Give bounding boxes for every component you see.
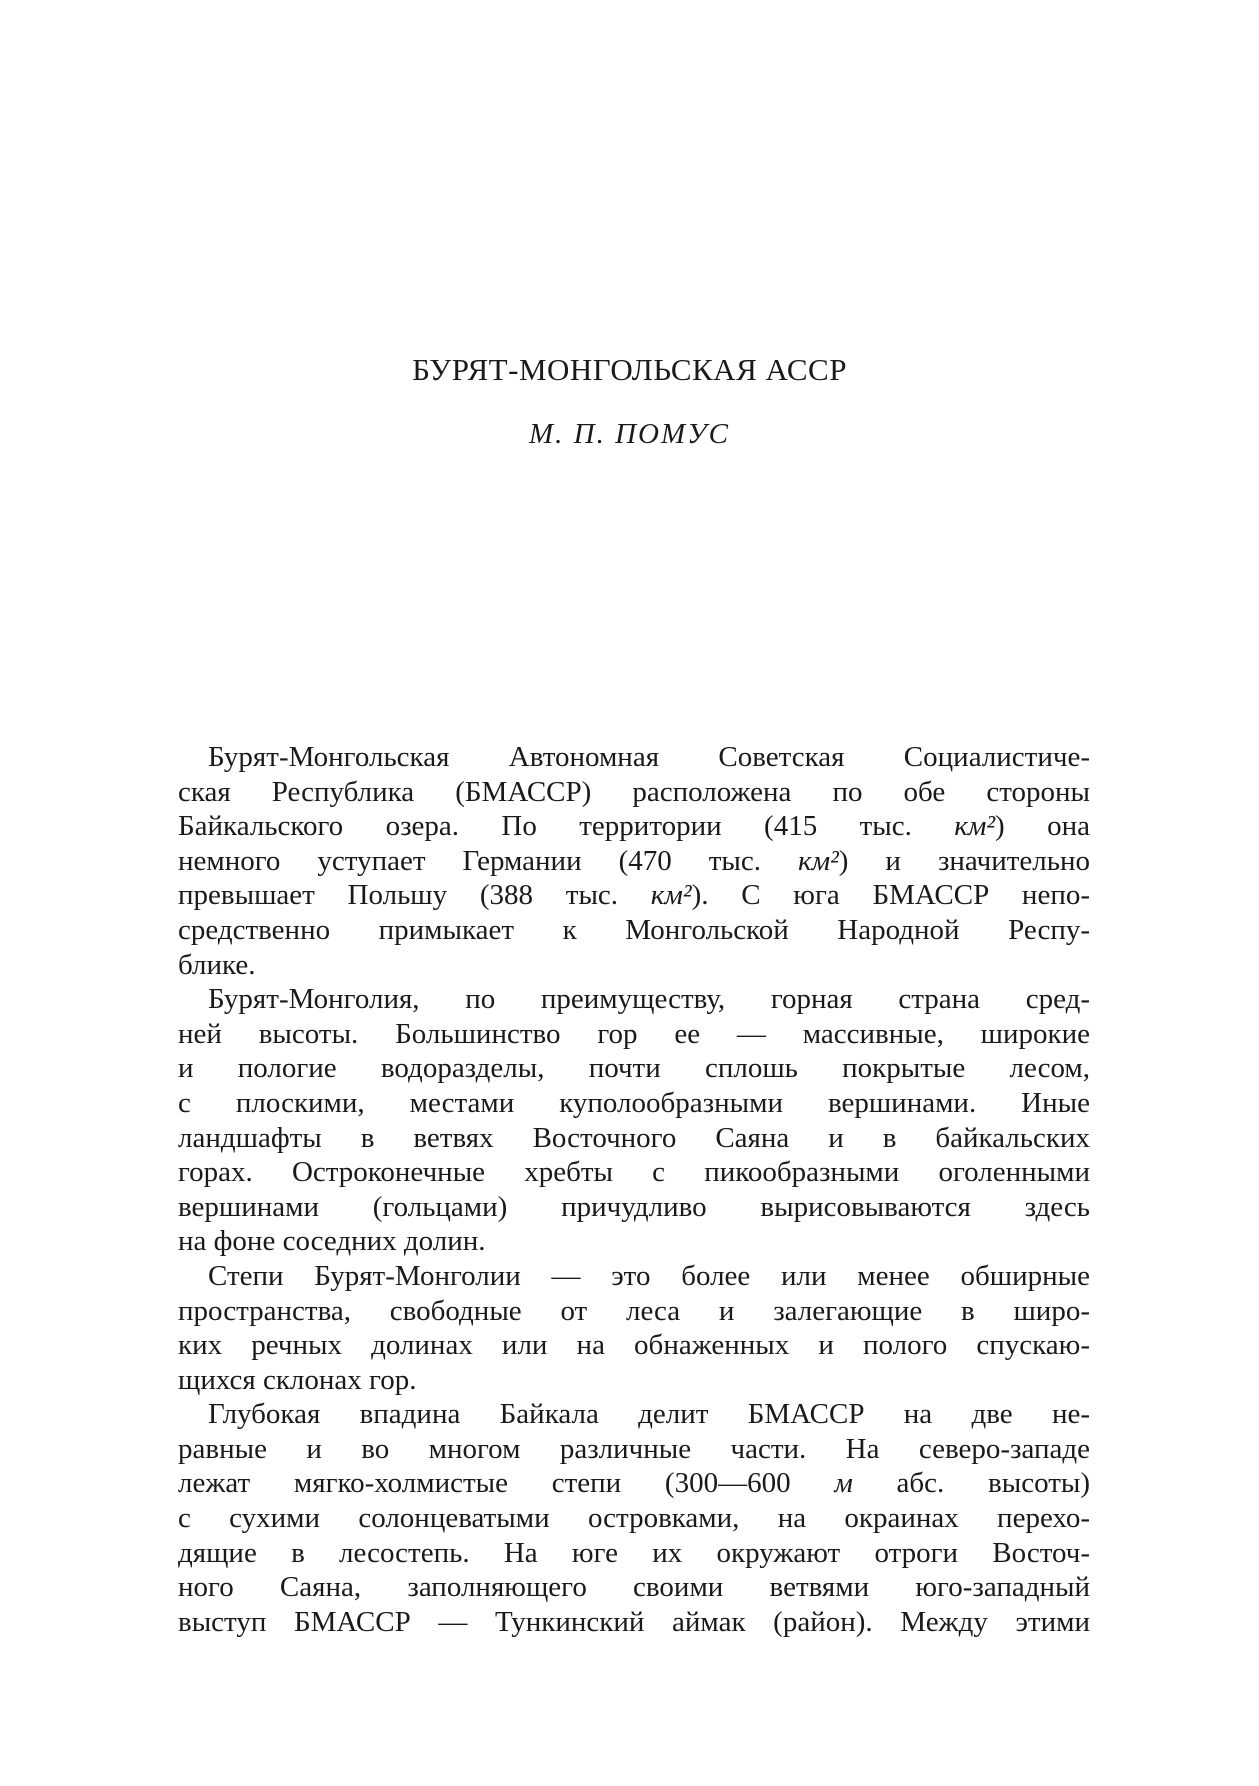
text-line: пространства, свободные от леса и залегающие в широ- — [178, 1294, 1090, 1327]
text-line: Бурят-Монгольская Автономная Советская Социалистиче- — [208, 741, 1090, 773]
text-line: дящие в лесостепь. На юге их окружают отроги Восточ- — [178, 1536, 1090, 1569]
text-line: вершинами (гольцами) причудливо вырисовываются здесь — [178, 1190, 1090, 1223]
text-line: на фоне соседних долин. — [178, 1225, 486, 1258]
article-body — [178, 740, 1090, 1639]
text-line: Байкальского озера. По территории (415 тыс. км²) она — [178, 810, 1090, 843]
text-line: щихся склонах гор. — [178, 1363, 417, 1396]
text-line: равные и во многом различные части. На северо-западе — [178, 1432, 1090, 1465]
text-line: ней высоты. Большинство гор ее — массивные, широкие — [178, 1017, 1090, 1050]
text-line: лежат мягко-холмистые степи (300—600 м абс. высоты) — [178, 1467, 1091, 1500]
text-line: горах. Остроконечные хребты с пикообразными оголенными — [178, 1156, 1090, 1189]
paragraph — [178, 1259, 1090, 1397]
text-line: и пологие водоразделы, почти сплошь покрытые лесом, — [178, 1052, 1090, 1085]
text-line: Глубокая впадина Байкала делит БМАССР на две не- — [208, 1398, 1090, 1431]
text-line: средственно примыкает к Монгольской Народной Респу- — [178, 913, 1090, 946]
article-title: БУРЯТ-МОНГОЛЬСКАЯ АССР — [412, 352, 847, 387]
text-line: ного Саяна, заполняющего своими ветвями юго-западный — [178, 1571, 1090, 1604]
text-line: с плоскими, местами куполообразными вершинами. Иные — [178, 1086, 1090, 1119]
text-line: ская Республика (БМАССР) расположена по обе стороны — [178, 775, 1090, 808]
paragraph — [178, 740, 1090, 982]
text-line: блике. — [178, 948, 256, 981]
paragraph — [178, 1397, 1090, 1639]
text-line: с сухими солонцеватыми островками, на окраинах перехо- — [178, 1502, 1090, 1535]
text-line: ландшафты в ветвях Восточного Саяна и в байкальских — [178, 1121, 1090, 1154]
text-line: превышает Польшу (388 тыс. км²). С юга БМАССР непо- — [178, 879, 1090, 912]
paragraph — [178, 982, 1090, 1259]
text-line: немного уступает Германии (470 тыс. км²) и значительно — [178, 844, 1090, 877]
text-line: Степи Бурят-Монголии — это более или менее обширные — [208, 1259, 1090, 1292]
text-line: Бурят-Монголия, по преимуществу, горная страна сред- — [208, 983, 1090, 1016]
text-line: ких речных долинах или на обнаженных и полого спускаю- — [178, 1329, 1090, 1362]
article-author: М. П. ПОМУС — [529, 418, 730, 450]
text-line: выступ БМАССР — Тункинский аймак (район). Между этими — [178, 1605, 1090, 1638]
